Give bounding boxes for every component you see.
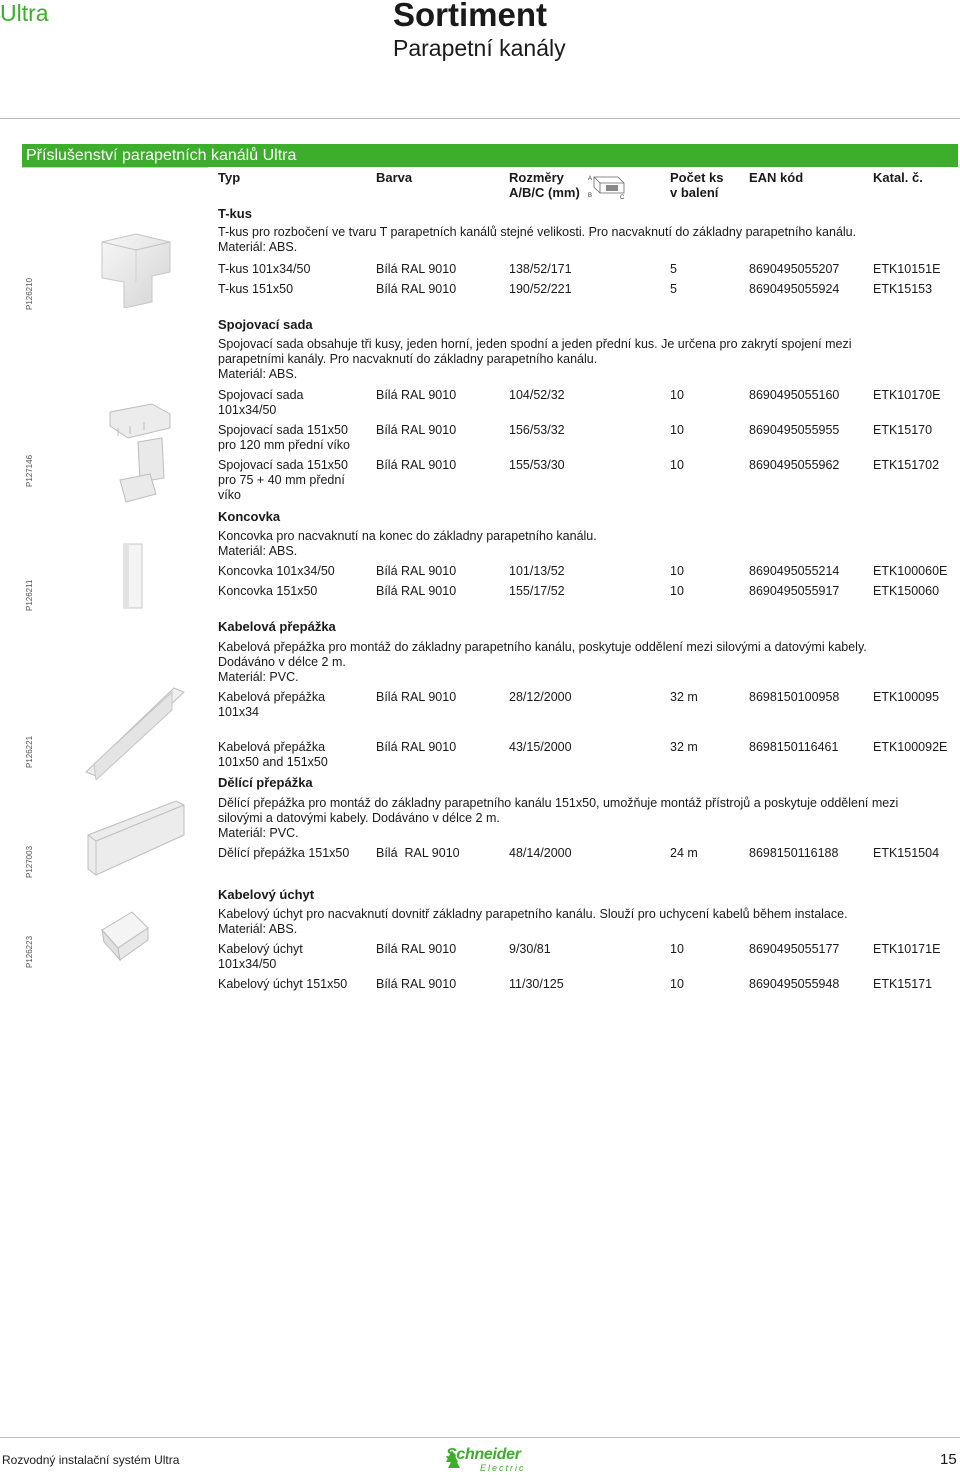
cell-typ: Spojovací sada 151x50 [218, 423, 348, 437]
cell-pocet: 10 [670, 584, 684, 598]
cell-ean: 8690495055955 [749, 423, 840, 437]
header-rozmery-2: A/B/C (mm) [509, 185, 580, 200]
cell-ean: 8698150116461 [749, 740, 839, 754]
cell-rozmery: 28/12/2000 [509, 690, 572, 704]
cell-ean: 8690495055207 [749, 262, 840, 276]
cell-typ: T-kus 101x34/50 [218, 262, 311, 276]
group-material: Materiál: ABS. [218, 922, 298, 936]
group-title: Spojovací sada [218, 317, 313, 332]
cell-rozmery: 9/30/81 [509, 942, 551, 956]
cell-katal: ETK10151E [873, 262, 941, 276]
cell-katal: ETK151504 [873, 846, 940, 860]
logo-text-1: Schneider [446, 1446, 521, 1463]
end-cap-image [118, 542, 148, 612]
photo-code: P126221 [25, 735, 34, 768]
group-material: Materiál: ABS. [218, 367, 298, 381]
cell-barva: Bílá RAL 9010 [376, 846, 460, 860]
group-title: Kabelový úchyt [218, 887, 315, 902]
t-piece-image [90, 228, 180, 308]
group-description: Kabelový úchyt pro nacvaknutí dovnitř základny parapetního kanálu. Slouží pro uchycení kabelů během instalace. [218, 907, 848, 921]
cell-barva: Bílá RAL 9010 [376, 690, 457, 704]
page-subtitle: Parapetní kanály [393, 35, 566, 61]
cell-ean: 8690495055924 [749, 282, 840, 296]
cell-katal: ETK15170 [873, 423, 933, 437]
cell-barva: Bílá RAL 9010 [376, 977, 457, 991]
cable-divider-image [80, 680, 190, 780]
cell-katal: ETK100095 [873, 690, 940, 704]
cell-typ-line2: 101x34/50 [218, 403, 277, 417]
group-title: Kabelová přepážka [218, 619, 336, 634]
group-title: T-kus [218, 206, 252, 221]
cell-pocet: 10 [670, 564, 684, 578]
cell-ean: 8690495055177 [749, 942, 840, 956]
cell-rozmery: 190/52/221 [509, 282, 572, 296]
group-description: Dělící přepážka pro montáž do základny parapetního kanálu 151x50, umožňuje montáž přístrojů a poskytuje oddělení mezi [218, 796, 899, 810]
group-material: Materiál: PVC. [218, 826, 299, 840]
cell-barva: Bílá RAL 9010 [376, 282, 457, 296]
photo-code: P126211 [25, 579, 34, 611]
group-description: T-kus pro rozbočení ve tvaru T parapetních kanálů stejné velikosti. Pro nacvaknutí do základny parapetního kanálu. [218, 225, 857, 239]
cell-barva: Bílá RAL 9010 [376, 740, 457, 754]
photo-code: P127146 [25, 454, 34, 487]
group-material: Materiál: PVC. [218, 670, 299, 684]
dividing-partition-image [80, 795, 190, 885]
cell-typ: Spojovací sada [218, 388, 304, 402]
brand-label: Ultra [0, 0, 49, 26]
group-title: Dělící přepážka [218, 775, 313, 790]
cell-rozmery: 138/52/171 [509, 262, 572, 276]
cell-pocet: 5 [670, 282, 677, 296]
cell-rozmery: 104/52/32 [509, 388, 565, 402]
cell-pocet: 10 [670, 423, 684, 437]
cell-rozmery: 156/53/32 [509, 423, 565, 437]
cell-ean: 8698150100958 [749, 690, 840, 704]
cell-typ: Kabelový úchyt [218, 942, 303, 956]
cell-katal: ETK151702 [873, 458, 940, 472]
cell-katal: ETK10170E [873, 388, 941, 402]
cell-pocet: 10 [670, 458, 684, 472]
header-pocet-2: v balení [670, 185, 719, 200]
header-barva: Barva [376, 170, 413, 185]
footer-label: Rozvodný instalační systém Ultra [2, 1453, 180, 1467]
cell-ean: 8690495055948 [749, 977, 840, 991]
header-pocet-1: Počet ks [670, 170, 724, 185]
cell-barva: Bílá RAL 9010 [376, 388, 457, 402]
cell-pocet: 32 m [670, 740, 698, 754]
cell-pocet: 10 [670, 942, 684, 956]
group-material: Materiál: ABS. [218, 544, 298, 558]
group-description: Dodáváno v délce 2 m. [218, 655, 346, 669]
cell-rozmery: 101/13/52 [509, 564, 565, 578]
cell-ean: 8690495055962 [749, 458, 840, 472]
cell-katal: ETK100060E [873, 564, 948, 578]
cell-katal: ETK10171E [873, 942, 941, 956]
group-description: Spojovací sada obsahuje tři kusy, jeden horní, jeden spodní a jeden přední kus. Je určena pro zakrytí spojení mezi [218, 337, 852, 351]
cell-pocet: 32 m [670, 690, 698, 704]
group-description: Kabelová přepážka pro montáž do základny parapetního kanálu, poskytuje oddělení mezi silovými a datovými kabely. [218, 640, 867, 654]
header-katal: Katal. č. [873, 170, 923, 185]
cell-barva: Bílá RAL 9010 [376, 423, 457, 437]
photo-code: P126210 [25, 277, 34, 310]
cell-rozmery: 11/30/125 [509, 977, 564, 991]
photo-code: P126223 [25, 935, 34, 968]
cell-rozmery: 155/53/30 [509, 458, 565, 472]
cell-typ: T-kus 151x50 [218, 282, 294, 296]
header-typ: Typ [218, 170, 241, 185]
cable-clip-image [98, 908, 152, 966]
cell-pocet: 5 [670, 262, 677, 276]
cell-typ: Koncovka 151x50 [218, 584, 318, 598]
section-title: Příslušenství parapetních kanálů Ultra [26, 147, 297, 164]
cell-barva: Bílá RAL 9010 [376, 564, 457, 578]
cell-katal: ETK15171 [873, 977, 933, 991]
cell-ean: 8690495055917 [749, 584, 840, 598]
logo-text-2: Electric [480, 1463, 526, 1473]
header-divider [0, 118, 960, 119]
cell-typ: Kabelová přepážka [218, 740, 326, 754]
page-title: Sortiment [393, 0, 548, 33]
group-description: Koncovka pro nacvaknutí na konec do základny parapetního kanálu. [218, 529, 597, 543]
cell-katal: ETK100092E [873, 740, 948, 754]
cell-typ: Koncovka 101x34/50 [218, 564, 335, 578]
cell-katal: ETK15153 [873, 282, 933, 296]
cell-typ: Spojovací sada 151x50 [218, 458, 348, 472]
photo-code: P127003 [25, 845, 34, 878]
cell-barva: Bílá RAL 9010 [376, 458, 457, 472]
group-title: Koncovka [218, 509, 281, 524]
dim-label-c: C [620, 195, 625, 199]
footer-divider [0, 1437, 960, 1438]
cell-typ: Dělící přepážka 151x50 [218, 846, 350, 860]
cell-typ-line3: víko [218, 488, 241, 502]
dimension-diagram-icon [586, 171, 630, 199]
cell-pocet: 24 m [670, 846, 698, 860]
cell-typ-line2: 101x34/50 [218, 957, 277, 971]
group-description: silovými a datovými kabely. Dodáváno v délce 2 m. [218, 811, 500, 825]
cell-typ-line2: pro 120 mm přední víko [218, 438, 351, 452]
schneider-electric-logo [444, 1446, 530, 1476]
cell-pocet: 10 [670, 977, 684, 991]
header-rozmery-1: Rozměry [509, 170, 564, 185]
cell-barva: Bílá RAL 9010 [376, 942, 457, 956]
cell-barva: Bílá RAL 9010 [376, 262, 457, 276]
cell-typ: Kabelová přepážka [218, 690, 326, 704]
cell-barva: Bílá RAL 9010 [376, 584, 457, 598]
group-material: Materiál: ABS. [218, 240, 298, 254]
cell-typ-line2: 101x50 and 151x50 [218, 755, 328, 769]
dim-label-a: A [588, 176, 593, 182]
joint-set-image [100, 398, 180, 508]
cell-ean: 8690495055214 [749, 564, 840, 578]
cell-typ: Kabelový úchyt 151x50 [218, 977, 348, 991]
cell-ean: 8690495055160 [749, 388, 840, 402]
cell-katal: ETK150060 [873, 584, 940, 598]
page-number: 15 [940, 1451, 957, 1468]
left-divider [22, 167, 208, 168]
cell-pocet: 10 [670, 388, 684, 402]
cell-rozmery: 155/17/52 [509, 584, 565, 598]
cell-rozmery: 43/15/2000 [509, 740, 572, 754]
cell-rozmery: 48/14/2000 [509, 846, 572, 860]
dim-label-b: B [588, 193, 593, 199]
cell-typ-line2: 101x34 [218, 705, 260, 719]
cell-ean: 8698150116188 [749, 846, 839, 860]
cell-typ-line2: pro 75 + 40 mm přední [218, 473, 345, 487]
header-ean: EAN kód [749, 170, 804, 185]
group-description: parapetními kanály. Pro nacvaknutí do základny parapetního kanálu. [218, 352, 598, 366]
